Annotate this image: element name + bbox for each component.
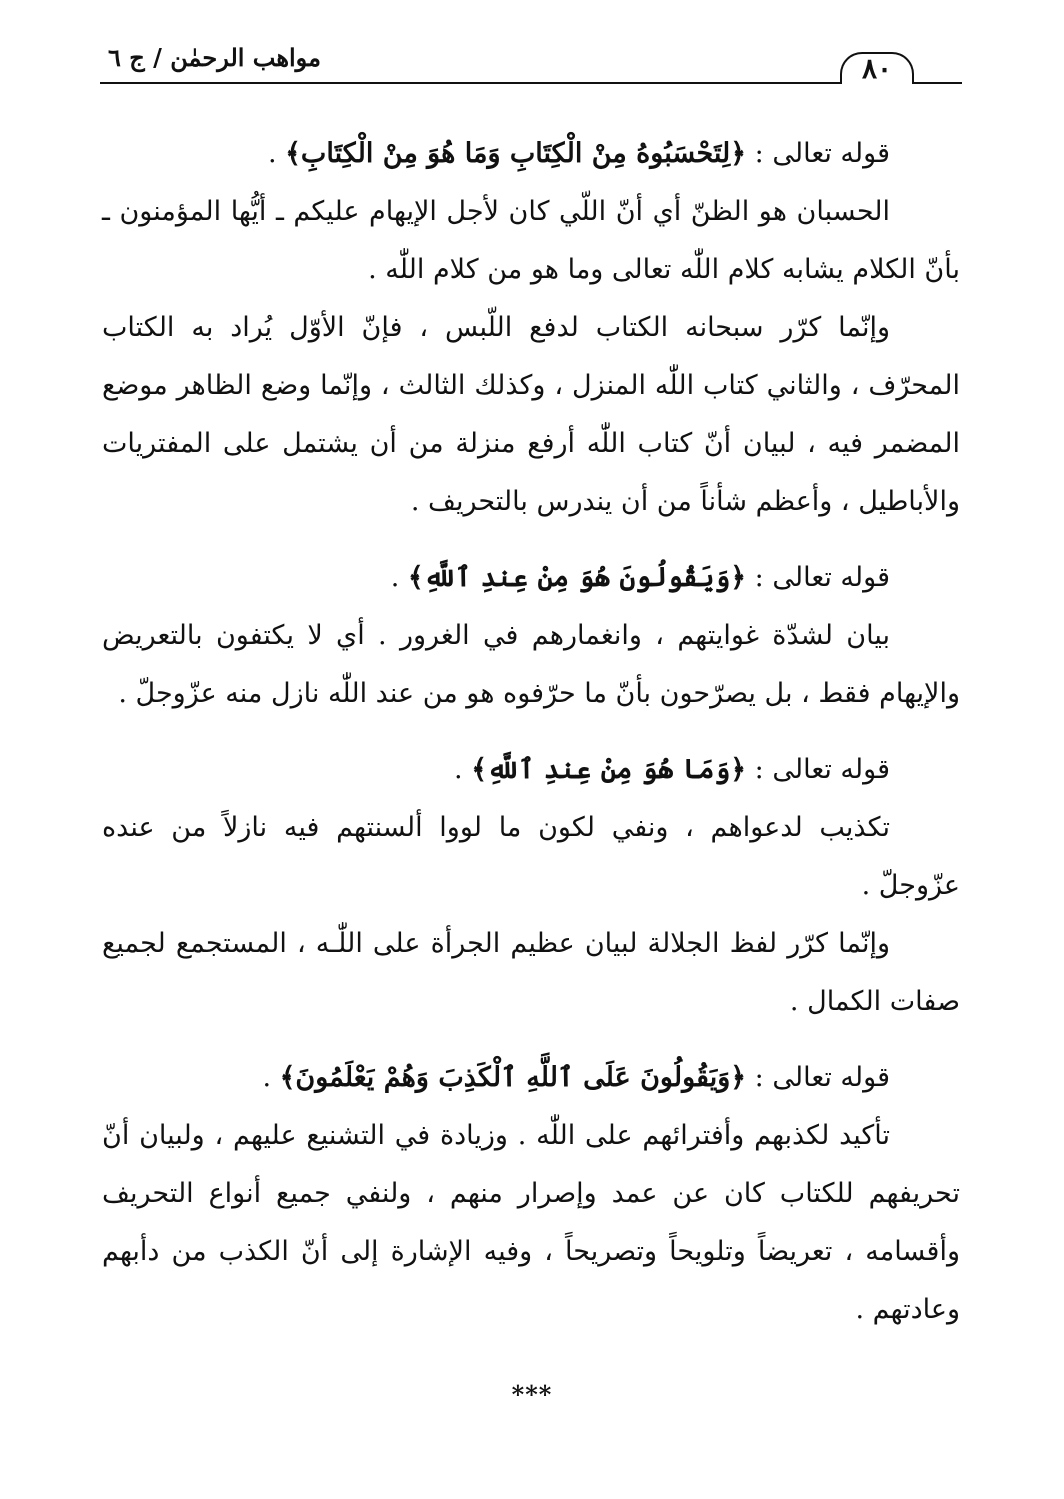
commentary-section-2 <box>102 549 960 723</box>
quranic-verse-3: ﴿وَمَا هُوَ مِنْ عِندِ ٱللَّهِ﴾ <box>471 754 747 785</box>
page-number: ٨٠ <box>840 52 914 84</box>
verse-label-3: قوله تعالى : <box>746 754 890 785</box>
verse-heading-4 <box>102 1049 960 1107</box>
verse-heading-2 <box>102 549 960 607</box>
commentary-paragraph-2-1: بيان لشدّة غوايتهم ، وانغمارهم في الغرور . أي لا يكتفون بالتعريض والإيهام فقط ، بل يصرّحون بأنّ ما حرّفوه هو من عند اللّٰه نازل منه عزّوجلّ . <box>102 620 960 709</box>
commentary-section-3 <box>102 741 960 1031</box>
verse-heading-1 <box>102 125 960 183</box>
verse-label-2: قوله تعالى : <box>746 562 890 593</box>
page-header <box>100 42 962 92</box>
commentary-paragraph-1-2: وإنّما كرّر سبحانه الكتاب لدفع اللّبس ، فإنّ الأوّل يُراد به الكتاب المحرّف ، والثاني كتاب اللّٰه المنزل ، وكذلك الثالث ، وإنّما وضع الظاهر موضع المضمر فيه ، لبيان أنّ كتاب اللّٰه أرفع منزلة من أن يشتمل على المفتريات والأباطيل ، وأعظم شأناً من أن يندرس بالتحريف . <box>102 312 960 517</box>
verse-label-1: قوله تعالى : <box>746 138 890 169</box>
verse-heading-3 <box>102 741 960 799</box>
page-content <box>102 125 960 1339</box>
commentary-paragraph-4-1: تأكيد لكذبهم وأفترائهم على اللّٰه . وزيادة في التشنيع عليهم ، ولبيان أنّ تحريفهم للكتاب كان عن عمد وإصرار منهم ، ولنفي جميع أنواع التحريف وأقسامه ، تعريضاً وتلويحاً وتصريحاً ، وفيه الإشارة إلى أنّ الكذب من دأبهم وعادتهم . <box>102 1120 960 1325</box>
heading-period-2: . <box>390 562 408 593</box>
quranic-verse-1: ﴿لِتَحْسَبُوهُ مِنْ الْكِتَابِ وَمَا هُوَ مِنْ الْكِتَابِ﴾ <box>285 138 747 169</box>
commentary-section-4 <box>102 1049 960 1339</box>
header-rule <box>100 82 962 84</box>
running-title: مواهب الرحمٰن / ج ٦ <box>108 43 321 72</box>
section-separator: *** <box>511 1380 553 1409</box>
commentary-section-1 <box>102 125 960 531</box>
quranic-verse-4: ﴿وَيَقُولُونَ عَلَى ٱللَّهِ ٱلْكَذِبَ وَهُمْ يَعْلَمُونَ﴾ <box>279 1062 747 1093</box>
commentary-paragraph-3-2: وإنّما كرّر لفظ الجلالة لبيان عظيم الجرأة على اللّٰـه ، المستجمع لجميع صفات الكمال . <box>102 928 960 1017</box>
heading-period-4: . <box>262 1062 280 1093</box>
heading-period-1: . <box>267 138 286 169</box>
commentary-paragraph-3-1: تكذيب لدعواهم ، ونفي لكون ما لووا ألسنتهم فيه نازلاً من عنده عزّوجلّ . <box>102 812 960 901</box>
verse-label-4: قوله تعالى : <box>746 1062 890 1093</box>
commentary-paragraph-1-1: الحسبان هو الظنّ أي أنّ اللّي كان لأجل الإيهام عليكم ـ أيُّها المؤمنون ـ بأنّ الكلام يشابه كلام اللّٰه تعالى وما هو من كلام اللّٰه . <box>102 196 960 285</box>
quranic-verse-2: ﴿وَيَقُولُونَ هُوَ مِنْ عِندِ ٱللَّهِ﴾ <box>407 562 747 593</box>
heading-period-3: . <box>454 754 472 785</box>
